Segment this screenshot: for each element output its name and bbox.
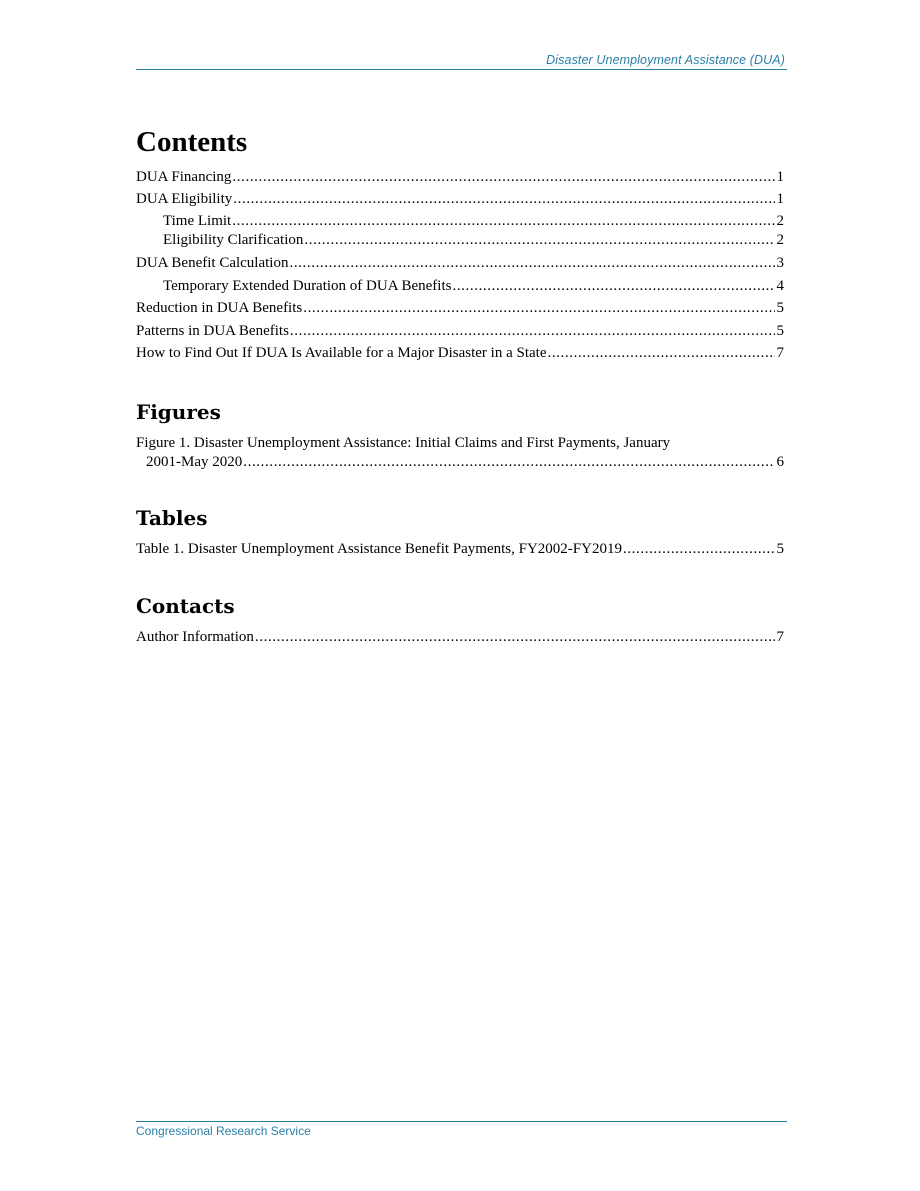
dot-leader [623,540,775,558]
toc-page-number: 6 [776,454,784,470]
toc-entry-label: How to Find Out If DUA Is Available for a Major Disaster in a State [136,345,547,361]
contents-heading: Contents [136,126,248,158]
dot-leader [303,299,774,317]
footer-publisher: Congressional Research Service [136,1124,311,1138]
page-footer [136,1121,787,1138]
toc-page-number: 3 [776,255,784,271]
toc-entry-eligibility-clarification[interactable] [136,231,784,249]
dot-leader [255,628,775,646]
toc-entry-label-line-1: Figure 1. Disaster Unemployment Assistance: Initial Claims and First Payments, January [136,435,671,451]
toc-page-number: 7 [776,629,784,645]
toc-entry-label: Temporary Extended Duration of DUA Benefits [163,278,452,294]
toc-entry-label: Patterns in DUA Benefits [136,323,289,339]
figures-heading: Figures [136,400,221,424]
tables-heading: Tables [136,506,208,530]
toc-entry-continuation [136,453,784,471]
dot-leader [232,168,774,186]
toc-entry-label: DUA Eligibility [136,191,233,207]
toc-entry-label: DUA Financing [136,169,232,185]
dot-leader [289,254,774,272]
toc-entry-dua-eligibility[interactable] [136,190,784,208]
toc-entry-author-information[interactable] [136,628,784,646]
toc-entry-figure-1[interactable] [136,434,784,471]
running-title: Disaster Unemployment Assistance (DUA) [546,53,785,67]
toc-page-number: 5 [776,541,784,557]
toc-entry-label: Table 1. Disaster Unemployment Assistance Benefit Payments, FY2002-FY2019 [136,541,622,557]
toc-entry-temporary-extended-duration[interactable] [136,277,784,295]
dot-leader [243,453,774,471]
toc-entry-label: DUA Benefit Calculation [136,255,289,271]
dot-leader [452,277,774,295]
toc-page-number: 1 [776,169,784,185]
toc-entry-label: Time Limit [163,213,232,229]
toc-page-number: 2 [776,232,784,248]
toc-entry-reduction-in-dua-benefits[interactable] [136,299,784,317]
toc-entry-label: Author Information [136,629,254,645]
toc-page-number: 5 [776,323,784,339]
toc-entry-label: Reduction in DUA Benefits [136,300,303,316]
table-of-contents [136,124,784,646]
toc-entry-dua-benefit-calculation[interactable] [136,254,784,272]
page-header [136,53,787,70]
toc-entry-how-to-find-out[interactable] [136,344,784,362]
toc-entry-table-1[interactable] [136,540,784,558]
toc-entry-label-line-2: 2001-May 2020 [146,454,243,470]
contents-list [136,168,784,362]
toc-entry-time-limit[interactable] [136,212,784,230]
dot-leader [547,344,774,362]
toc-page-number: 7 [776,345,784,361]
contacts-heading: Contacts [136,594,235,618]
dot-leader [304,231,774,249]
toc-page-number: 1 [776,191,784,207]
dot-leader [290,322,775,340]
toc-entry-dua-financing[interactable] [136,168,784,186]
dot-leader [233,190,774,208]
toc-page-number: 2 [776,213,784,229]
toc-page-number: 4 [776,278,784,294]
dot-leader [232,212,774,230]
toc-entry-patterns-in-dua-benefits[interactable] [136,322,784,340]
toc-page-number: 5 [776,300,784,316]
toc-entry-label: Eligibility Clarification [163,232,304,248]
